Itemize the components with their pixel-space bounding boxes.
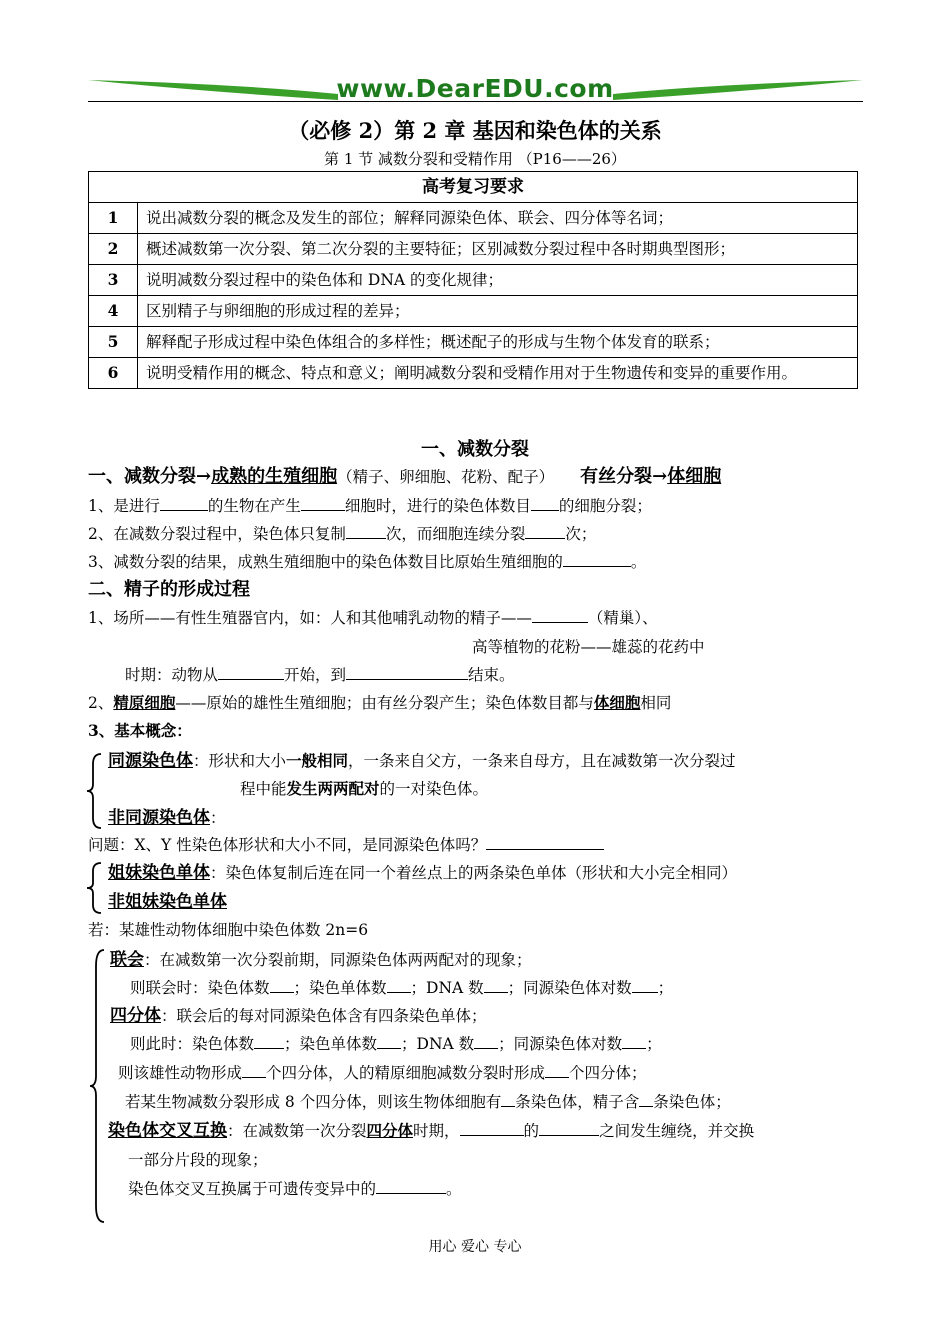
text: 次； (565, 525, 597, 543)
text: 次，而细胞连续分裂 (385, 525, 526, 543)
text: ： (210, 809, 226, 827)
blank (218, 665, 284, 680)
text: 2、 (88, 694, 114, 712)
blank (242, 1063, 266, 1078)
s1-line-2 (88, 524, 596, 544)
table-row (89, 265, 858, 296)
blank (639, 1092, 653, 1107)
s2-line-1b: 高等植物的花粉——雄蕊的花药中 (472, 638, 705, 656)
blank (346, 665, 468, 680)
blank (501, 1092, 515, 1107)
s1-heading-a: 一、减数分裂 (88, 466, 196, 487)
row-text: 区别精子与卵细胞的形成过程的差异； (138, 296, 858, 327)
text: ； (657, 979, 674, 997)
text: 细胞时，进行的染色体数目 (344, 497, 531, 515)
row-number: 2 (89, 234, 138, 265)
question-line (88, 835, 604, 855)
text: ：形状和大小 (193, 752, 287, 770)
section-heading: 一、减数分裂 (421, 439, 529, 460)
text: 。 (630, 553, 647, 571)
crossover-line-2: 一部分片段的现象； (128, 1151, 268, 1169)
text: 若某生物减数分裂形成 8 个四分体，则该生物体细胞有 (125, 1093, 502, 1111)
blank (525, 524, 565, 539)
text: 发生两两配对 (286, 779, 380, 798)
synapsis-line-2 (130, 978, 673, 998)
s2-line-2 (88, 693, 671, 713)
text: 问题：X、Y 性染色体形状和大小不同，是同源染色体吗？ (88, 836, 487, 854)
blank (563, 552, 631, 567)
text: ；DNA 数 (401, 1035, 475, 1053)
blank (474, 1034, 498, 1049)
text: ； (646, 1035, 662, 1053)
term: 非同源染色体 (108, 808, 210, 828)
text: ，一条来自父方，一条来自母方，且在减数第一次分裂过 (348, 752, 736, 770)
text: ：染色体复制后连在同一个着丝点上的两条染色单体（形状和大小完全相同） (210, 864, 738, 882)
text: 则该雄性动物形成 (118, 1064, 243, 1082)
text: ；DNA 数 (410, 979, 484, 997)
term: 体细胞 (593, 693, 641, 712)
blank (531, 496, 559, 511)
tetrad-line-3 (118, 1063, 647, 1083)
text: ；染色单体数 (293, 979, 387, 997)
row-number: 1 (89, 203, 138, 234)
text: 个四分体，人的精原细胞减数分裂时形成 (266, 1064, 546, 1082)
logo: www.DearEDU.com (336, 74, 614, 103)
text: 个四分体； (569, 1064, 647, 1082)
text: 程中能 (240, 780, 287, 798)
crossover-line-1 (108, 1121, 754, 1141)
text: ——原始的雄性生殖细胞；由有丝分裂产生；染色体数目都与 (175, 694, 594, 712)
table-header: 高考复习要求 (89, 172, 858, 203)
text: 则此时：染色体数 (130, 1035, 255, 1053)
s1-heading-e: 体细胞 (667, 466, 722, 487)
blank (160, 496, 208, 511)
tetrad-line-2 (130, 1034, 662, 1054)
nonhomologous-line (108, 808, 226, 828)
term: 同源染色体 (108, 751, 193, 771)
s1-heading-d: 有丝分裂 (580, 466, 653, 487)
table-row (89, 358, 858, 389)
blank (545, 1063, 569, 1078)
term: 精原细胞 (113, 693, 176, 712)
blank (376, 1179, 446, 1194)
text: 条染色体； (653, 1093, 731, 1111)
tetrad-line-1 (110, 1006, 487, 1026)
blank (460, 1121, 524, 1136)
table-row (89, 234, 858, 265)
text: 。 (446, 1180, 462, 1198)
text: 1、是进行 (88, 497, 160, 515)
text: 相同 (640, 694, 672, 712)
text: 染色体交叉互换属于可遗传变异中的 (128, 1180, 377, 1198)
s2-line-1 (88, 608, 658, 628)
page-title: （必修 2）第 2 章 基因和染色体的关系 (288, 118, 662, 143)
s2-line-period (125, 665, 515, 685)
sister-line (108, 863, 737, 883)
s1-heading-c: （精子、卵细胞、花粉、配子） (337, 468, 555, 486)
text: ：联会后的每对同源染色体含有四条染色单体； (161, 1007, 487, 1025)
brace-icon (88, 948, 108, 1224)
s1-line-3 (88, 552, 646, 572)
nonsister-line (108, 892, 227, 912)
table-row (89, 327, 858, 358)
term: 四分体 (110, 1006, 161, 1026)
term: 染色体交叉互换 (108, 1121, 227, 1141)
text: 之间发生缠绕，并交换 (599, 1122, 755, 1140)
text: 的 (523, 1122, 540, 1140)
if-line: 若：某雄性动物体细胞中染色体数 2n=6 (88, 921, 369, 939)
header-rule (88, 101, 863, 102)
table-row (89, 296, 858, 327)
blank (270, 978, 294, 993)
blank (377, 1034, 401, 1049)
requirements-table (88, 171, 858, 389)
blank (486, 835, 604, 850)
s1-heading-b: 成熟的生殖细胞 (211, 466, 338, 487)
term: 四分体 (366, 1121, 414, 1140)
text: 3、减数分裂的结果，成熟生殖细胞中的染色体数目比原始生殖细胞的 (88, 553, 563, 571)
row-text: 解释配子形成过程中染色体组合的多样性；概述配子的形成与生物个体发育的联系； (138, 327, 858, 358)
tetrad-line-4 (125, 1092, 731, 1112)
s1-line-1 (88, 496, 652, 516)
row-text: 说明受精作用的概念、特点和意义；阐明减数分裂和受精作用对于生物遗传和变异的重要作用。 (138, 358, 858, 389)
brace-icon (85, 752, 105, 830)
term: 联会 (110, 950, 144, 970)
text: ：在减数第一次分裂前期，同源染色体两两配对的现象； (144, 951, 532, 969)
text: ；同源染色体对数 (498, 1035, 623, 1053)
text: （精巢）、 (587, 609, 658, 627)
row-number: 4 (89, 296, 138, 327)
text: 时期， (413, 1122, 460, 1140)
blank (532, 608, 588, 623)
homologous-line-1 (108, 751, 736, 771)
arrow-icon: → (196, 466, 212, 487)
page-subtitle: 第 1 节 减数分裂和受精作用 （P16——26） (324, 150, 626, 168)
row-number: 5 (89, 327, 138, 358)
blank (387, 978, 411, 993)
text: ；染色单体数 (284, 1035, 378, 1053)
blank (484, 978, 508, 993)
text: 开始，到 (284, 666, 347, 684)
blank (539, 1121, 599, 1136)
text: 2、在减数分裂过程中，染色体只复制 (88, 525, 346, 543)
blank (632, 978, 658, 993)
row-text: 说出减数分裂的概念及发生的部位；解释同源染色体、联会、四分体等名词； (138, 203, 858, 234)
term: 非姐妹染色单体 (108, 892, 227, 912)
table-row (89, 203, 858, 234)
text: 结束。 (468, 666, 515, 684)
page-footer: 用心 爱心 专心 (428, 1239, 522, 1255)
s1-heading (88, 467, 721, 487)
row-text: 概述减数第一次分裂、第二次分裂的主要特征；区别减数分裂过程中各时期典型图形； (138, 234, 858, 265)
text: ：在减数第一次分裂 (227, 1122, 367, 1140)
homologous-line-2 (240, 779, 488, 799)
brace-icon (85, 861, 105, 915)
arrow-icon: → (652, 466, 668, 487)
blank (346, 524, 386, 539)
blank (301, 496, 345, 511)
text: ；同源染色体对数 (507, 979, 632, 997)
synapsis-line-1 (110, 950, 532, 970)
row-number: 3 (89, 265, 138, 296)
blank (622, 1034, 646, 1049)
crossover-line-3 (128, 1179, 462, 1199)
row-text: 说明减数分裂过程中的染色体和 DNA 的变化规律； (138, 265, 858, 296)
text: 则联会时：染色体数 (130, 979, 270, 997)
text: 的细胞分裂； (558, 497, 652, 515)
text: 的生物在产生 (207, 497, 301, 515)
row-number: 6 (89, 358, 138, 389)
text: 时期：动物从 (125, 666, 219, 684)
blank (254, 1034, 284, 1049)
text: 的一对染色体。 (379, 780, 489, 798)
text: 条染色体，精子含 (515, 1093, 640, 1111)
term: 姐妹染色单体 (108, 863, 210, 883)
text: 一般相同 (286, 751, 349, 770)
s2-line-3: 3、基本概念： (88, 721, 192, 740)
text: 1、场所——有性生殖器官内，如：人和其他哺乳动物的精子—— (88, 609, 532, 627)
s2-heading: 二、精子的形成过程 (88, 579, 250, 600)
